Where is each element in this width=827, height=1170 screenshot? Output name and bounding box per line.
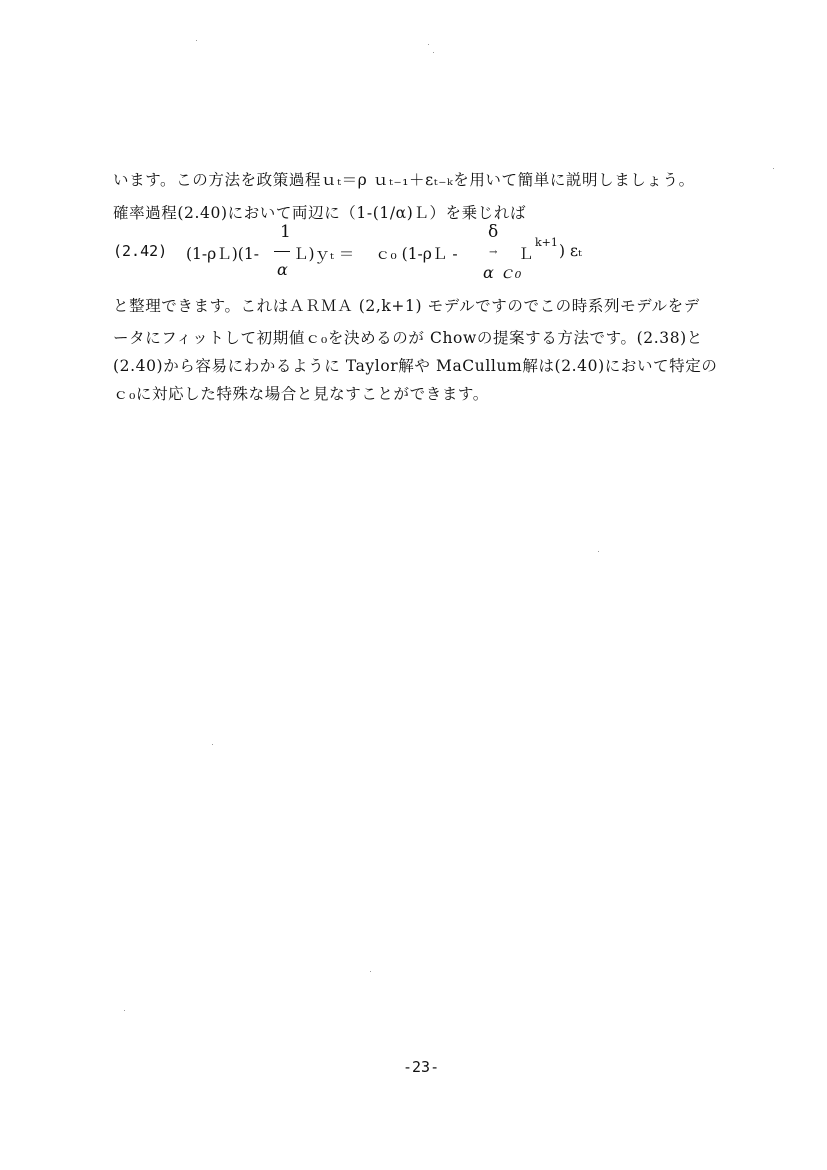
body-text-line-4: ータにフィットして初期値ｃ₀を決めるのが Chowの提案する方法です。(2.38)と: [113, 329, 703, 347]
body-text-line-1: います。この方法を政策過程ｕₜ＝ρ ｕₜ₋₁＋εₜ₋ₖを用いて簡単に説明しましょう。: [113, 171, 695, 189]
scan-speck: [428, 44, 429, 45]
equation-rhs-part-c: ) εₜ: [559, 242, 582, 260]
scan-speck: [773, 168, 774, 169]
equation-rhs-part-b: Ｌ: [518, 245, 534, 263]
equation-2-42: [113, 222, 633, 282]
fraction-2-numerator: δ: [488, 222, 499, 242]
body-text-line-2: 確率過程(2.40)において両辺に（1-(1/α)Ｌ）を乗じれば: [113, 204, 527, 222]
equation-lhs-part-a: (1-ρＬ)(1-: [186, 245, 259, 263]
scan-speck: [124, 1010, 125, 1011]
equation-label: (2.42): [113, 242, 168, 260]
body-text-line-3: と整理できます。これはＡＲＭＡ (2,k+1) モデルですのでこの時系列モデルをデ: [113, 297, 700, 315]
equation-rhs-part-a: ｃ₀ (1-ρＬ -: [375, 245, 458, 263]
scan-speck: [598, 551, 599, 552]
page-number: -23-: [403, 1058, 440, 1076]
scan-speck: [433, 52, 434, 53]
arrow-mark: →: [489, 247, 498, 258]
fraction-1-denominator: α: [277, 260, 288, 279]
fraction-1-numerator: 1: [280, 222, 291, 242]
body-text-line-5: (2.40)から容易にわかるように Taylor解や MaCullum解は(2.40)において特定の: [113, 357, 718, 375]
scan-speck: [212, 744, 213, 745]
equation-lhs-part-b: Ｌ)ｙₜ ＝: [293, 245, 355, 263]
scan-speck: [196, 40, 197, 41]
scan-speck: [370, 971, 371, 972]
body-text-line-6: ｃ₀に対応した特殊な場合と見なすことができます。: [113, 385, 489, 403]
fraction-1-bar: [274, 251, 290, 252]
fraction-2-denominator: α ｃ₀: [483, 263, 522, 282]
equation-superscript: k+1: [535, 236, 558, 249]
